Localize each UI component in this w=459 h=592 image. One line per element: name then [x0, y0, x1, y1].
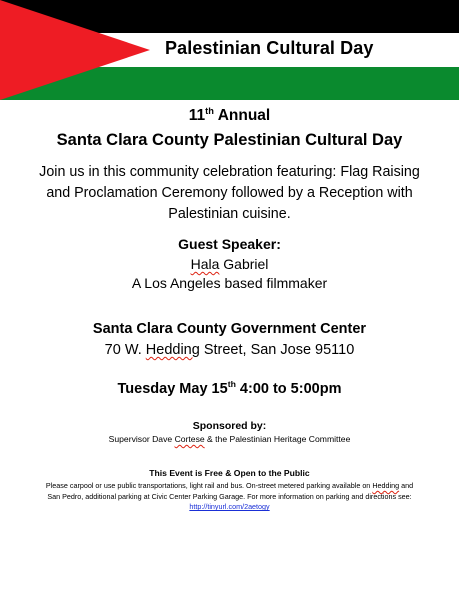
palestinian-flag-banner — [0, 0, 459, 100]
speaker-description: A Los Angeles based filmmaker — [131, 275, 328, 291]
annual-suffix: th — [205, 105, 214, 116]
footer-headline: This Event is Free & Open to the Public — [149, 468, 310, 478]
tinyurl-link[interactable]: http://tinyurl.com/2aetogy — [189, 502, 270, 511]
intro-line-1: Join us in this community celebration featuring: Flag Raising — [39, 164, 420, 180]
footer-line-2: San Pedro, additional parking at Civic Center Parking Garage. For more information on parking and directions see: — [47, 491, 412, 501]
annual-heading — [0, 107, 459, 125]
intro-paragraph — [0, 162, 459, 225]
intro-line-3: Palestinian cuisine. — [168, 206, 291, 222]
footer-line-1 — [0, 481, 459, 492]
event-date-time — [0, 381, 459, 397]
banner-title: Palestinian Cultural Day — [165, 38, 374, 58]
sponsor-surname: Cortese — [174, 434, 205, 444]
address-pre: 70 W. — [104, 342, 142, 358]
intro-line-2: and Proclamation Ceremony followed by a Reception with — [46, 185, 413, 201]
sponsor-line — [0, 434, 459, 444]
event-title: Santa Clara County Palestinian Cultural Day — [56, 131, 403, 149]
guest-speaker-label: Guest Speaker: — [178, 236, 281, 252]
event-day-suffix: th — [227, 379, 236, 390]
speaker-first-name: Hala — [190, 256, 220, 272]
annual-number: 11 — [188, 107, 206, 124]
footer-line-1-word: Hedding — [372, 481, 400, 490]
flag-red-triangle — [0, 0, 150, 100]
sponsor-pre: Supervisor Dave — [108, 434, 173, 444]
sponsor-post: & the Palestinian Heritage Committee — [207, 434, 351, 444]
speaker-last-name: Gabriel — [223, 256, 269, 272]
speaker-name — [0, 256, 459, 272]
footer-line-1-post: and — [401, 481, 414, 490]
event-day: Tuesday May 15 — [117, 381, 228, 397]
address-post: Street, San Jose 95110 — [203, 342, 355, 358]
footer-details — [0, 481, 459, 513]
event-time: 4:00 to 5:00pm — [239, 381, 342, 397]
venue-name: Santa Clara County Government Center — [92, 321, 367, 337]
address-street: Hedding — [145, 342, 200, 358]
sponsored-by-label: Sponsored by: — [192, 420, 267, 432]
venue-address — [0, 342, 459, 358]
footer-line-1-pre: Please carpool or use public transportations, light rail and bus. On-street metered parking available on — [45, 481, 371, 490]
annual-word: Annual — [217, 107, 271, 124]
